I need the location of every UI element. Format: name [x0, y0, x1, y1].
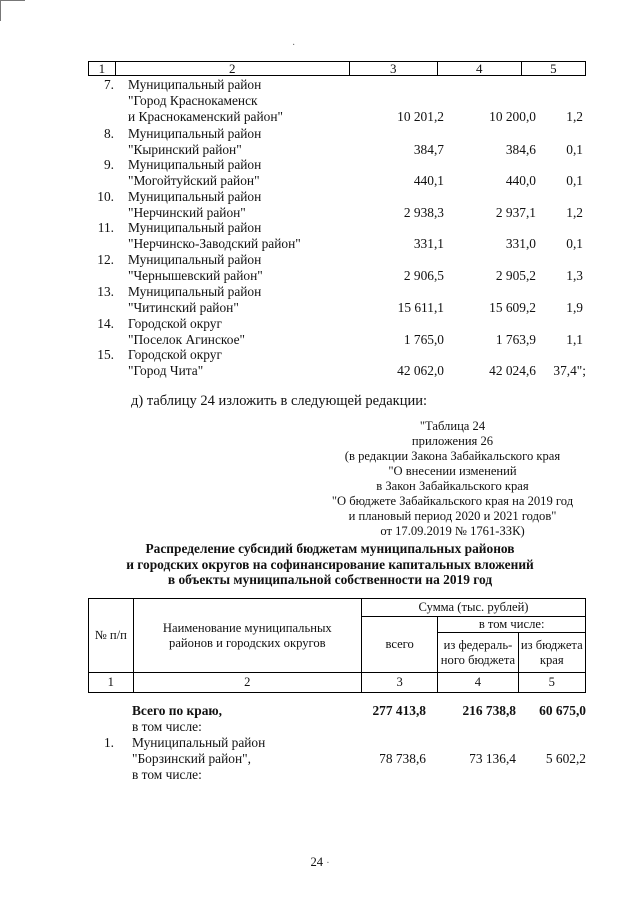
row-name: Муниципальный район "Нерчинский район" — [128, 189, 262, 220]
row-regional: 1,2 — [566, 205, 583, 220]
row-total: 2 938,3 — [403, 205, 444, 220]
row1-regional: 5 602,2 — [545, 751, 586, 766]
row-federal: 1 763,9 — [495, 332, 536, 347]
table-row — [88, 157, 586, 189]
row-number: 10. — [97, 189, 114, 204]
row1-federal: 73 136,4 — [469, 751, 516, 766]
row-regional: 1,1 — [566, 332, 583, 347]
annex-line: "О бюджете Забайкальского края на 2019 год — [331, 494, 574, 508]
annex-line: "Таблица 24 — [419, 419, 486, 433]
row-federal: 440,0 — [505, 173, 536, 188]
table-row — [88, 316, 586, 348]
row-number: 12. — [97, 252, 114, 267]
row1-name-l1: Муниципальный район — [132, 735, 266, 750]
annex-line: "О внесении изменений — [388, 464, 517, 478]
row-total: 1 765,0 — [403, 332, 444, 347]
row-name: Муниципальный район "Чернышевский район" — [128, 252, 263, 283]
page-corner-mark — [0, 0, 25, 21]
row-name: Городской округ "Город Чита" — [128, 347, 222, 378]
col-header-5: 5 — [521, 62, 585, 76]
row-regional: 1,9 — [566, 300, 583, 315]
totals-total: 277 413,8 — [372, 703, 426, 718]
colnum-4: 4 — [438, 673, 518, 693]
row1-name-l3: в том числе: — [132, 767, 202, 782]
header-sum: Сумма (тыс. рублей) — [362, 599, 586, 617]
row-federal: 42 024,6 — [489, 363, 536, 378]
subsidy-table-header — [88, 598, 586, 693]
totals-regional: 60 675,0 — [539, 703, 586, 718]
col-header-3: 3 — [349, 62, 437, 76]
continued-table-header — [88, 61, 586, 76]
row1-total: 78 738,6 — [379, 751, 426, 766]
totals-sub: в том числе: — [132, 719, 202, 734]
totals-federal: 216 738,8 — [462, 703, 516, 718]
table-row — [88, 189, 586, 221]
row-total: 2 906,5 — [403, 268, 444, 283]
row-federal: 384,6 — [505, 142, 536, 157]
row-name: Городской округ "Поселок Агинское" — [128, 316, 245, 347]
row-number: 11. — [97, 220, 114, 235]
row-total: 42 062,0 — [397, 363, 444, 378]
row-federal: 15 609,2 — [489, 300, 536, 315]
table-row — [88, 126, 586, 158]
row-number: 13. — [97, 284, 114, 299]
row1-name-l2: "Борзинский район", — [132, 751, 251, 766]
row-federal: 10 200,0 — [489, 109, 536, 124]
row-regional: 37,4"; — [553, 363, 586, 378]
table-row — [88, 284, 586, 316]
row-name: Муниципальный район "Город Краснокаменск и Краснокаменский район" — [128, 77, 283, 124]
colnum-1: 1 — [89, 673, 134, 693]
scan-dot: · — [292, 40, 296, 51]
colnum-5: 5 — [518, 673, 585, 693]
col-header-1: 1 — [89, 62, 116, 76]
row-federal: 2 937,1 — [495, 205, 536, 220]
header-name: Наименование муниципальных районов и городских округов — [133, 599, 361, 673]
row-number: 9. — [103, 157, 114, 172]
row-number: 7. — [103, 77, 114, 92]
row-regional: 0,1 — [566, 173, 583, 188]
colnum-3: 3 — [362, 673, 438, 693]
row-total: 15 611,1 — [397, 300, 444, 315]
row-federal: 2 905,2 — [495, 268, 536, 283]
row-regional: 0,1 — [566, 142, 583, 157]
amendment-paragraph: д) таблицу 24 изложить в следующей редакции: — [131, 393, 428, 409]
header-total: всего — [362, 617, 438, 673]
table-row — [88, 220, 586, 252]
header-federal: из федераль-ного бюджета — [438, 633, 518, 673]
page-number: 24 · — [310, 855, 330, 869]
header-incl: в том числе: — [438, 617, 586, 633]
row-regional: 1,2 — [566, 109, 583, 124]
row-total: 384,7 — [413, 142, 444, 157]
row-total: 440,1 — [413, 173, 444, 188]
annex-line: от 17.09.2019 № 1761-ЗЗК) — [380, 524, 525, 538]
row-number: 8. — [103, 126, 114, 141]
header-regional: из бюджета края — [518, 633, 585, 673]
annex-reference — [280, 419, 625, 539]
annex-line: и плановый период 2020 и 2021 годов" — [348, 509, 557, 523]
table-row — [88, 347, 586, 379]
row-number: 14. — [97, 316, 114, 331]
row-name: Муниципальный район "Могойтуйский район" — [128, 157, 262, 188]
colnum-2: 2 — [133, 673, 361, 693]
row-name: Муниципальный район "Нерчинско-Заводский район" — [128, 220, 301, 251]
totals-label: Всего по краю, — [132, 703, 222, 718]
annex-line: в Закон Забайкальского края — [376, 479, 529, 493]
row-regional: 1,3 — [566, 268, 583, 283]
row-total: 331,1 — [413, 236, 444, 251]
row-name: Муниципальный район "Кыринский район" — [128, 126, 262, 157]
annex-line: приложения 26 — [411, 434, 494, 448]
annex-line: (в редакции Закона Забайкальского края — [344, 449, 561, 463]
row-number: 1. — [103, 735, 114, 750]
row-total: 10 201,2 — [397, 109, 444, 124]
table-title: Распределение субсидий бюджетам муниципальных районов и городских округов на софинансирование капитальных вложений в объекты муниципальной собственности на 2019 год — [126, 541, 534, 587]
table-row — [88, 77, 586, 125]
table-row — [88, 252, 586, 284]
row-number: 15. — [97, 347, 114, 362]
row-federal: 331,0 — [505, 236, 536, 251]
header-num: № п/п — [89, 599, 134, 673]
row-name: Муниципальный район "Читинский район" — [128, 284, 262, 315]
row-regional: 0,1 — [566, 236, 583, 251]
col-header-4: 4 — [437, 62, 521, 76]
col-header-2: 2 — [115, 62, 349, 76]
